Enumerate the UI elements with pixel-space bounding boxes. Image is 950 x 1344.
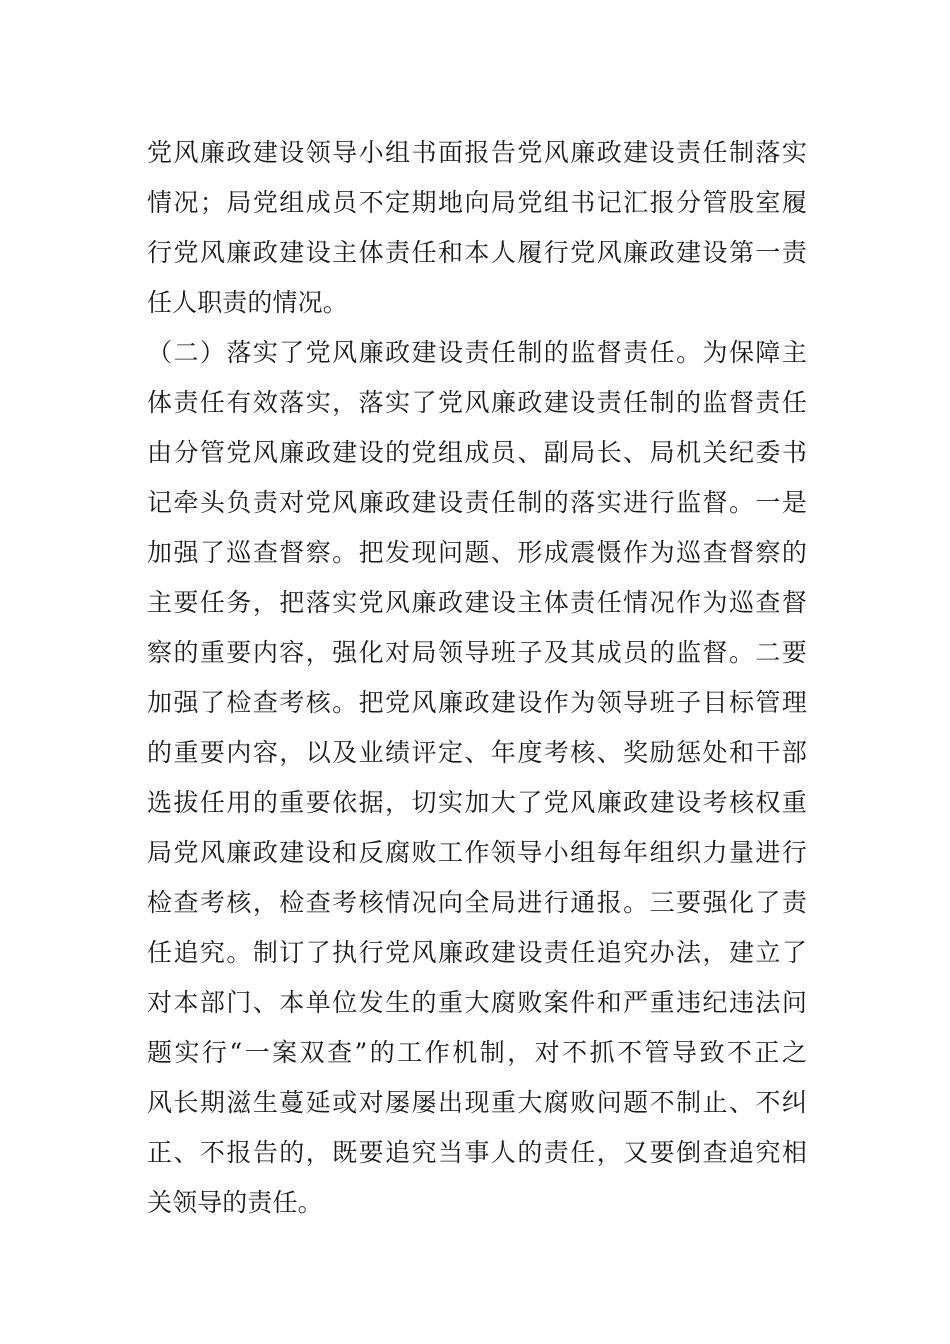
text-line: 主要任务，把落实党风廉政建设主体责任情况作为巡查督: [147, 588, 807, 617]
text-line: 加强了检查考核。把党风廉政建设作为领导班子目标管理: [147, 688, 807, 717]
text-line: 加强了巡查督察。把发现问题、形成震慑作为巡查督察的: [147, 538, 807, 567]
text-line: 体责任有效落实，落实了党风廉政建设责任制的监督责任: [147, 388, 807, 417]
text-line: 任追究。制订了执行党风廉政建设责任追究办法，建立了: [147, 938, 807, 967]
text-line: 党风廉政建设领导小组书面报告党风廉政建设责任制落实: [147, 138, 807, 167]
text-line: 行党风廉政建设主体责任和本人履行党风廉政建设第一责: [147, 238, 807, 267]
text-line: 的重要内容，以及业绩评定、年度考核、奖励惩处和干部: [147, 738, 807, 767]
text-line: 风长期滋生蔓延或对屡屡出现重大腐败问题不制止、不纠: [147, 1088, 807, 1117]
text-line: 正、不报告的，既要追究当事人的责任，又要倒查追究相: [147, 1138, 807, 1167]
text-line: 关领导的责任。: [147, 1188, 323, 1217]
body-text: [147, 128, 807, 1228]
text-line: 选拔任用的重要依据，切实加大了党风廉政建设考核权重: [147, 788, 807, 817]
text-line: 题实行“一案双查”的工作机制，对不抓不管导致不正之: [147, 1038, 807, 1067]
text-line: 任人职责的情况。: [147, 288, 348, 317]
text-line: 记牵头负责对党风廉政建设责任制的落实进行监督。一是: [147, 488, 807, 517]
text-line: 由分管党风廉政建设的党组成员、副局长、局机关纪委书: [147, 438, 807, 467]
section-heading-line: （二）落实了党风廉政建设责任制的监督责任。为保障主: [147, 338, 807, 367]
text-line: 对本部门、本单位发生的重大腐败案件和严重违纪违法问: [147, 988, 807, 1017]
text-line: 局党风廉政建设和反腐败工作领导小组每年组织力量进行: [147, 838, 807, 867]
text-line: 察的重要内容，强化对局领导班子及其成员的监督。二要: [147, 638, 807, 667]
text-line: 检查考核，检查考核情况向全局进行通报。三要强化了责: [147, 888, 807, 917]
text-line: 情况；局党组成员不定期地向局党组书记汇报分管股室履: [147, 188, 807, 217]
